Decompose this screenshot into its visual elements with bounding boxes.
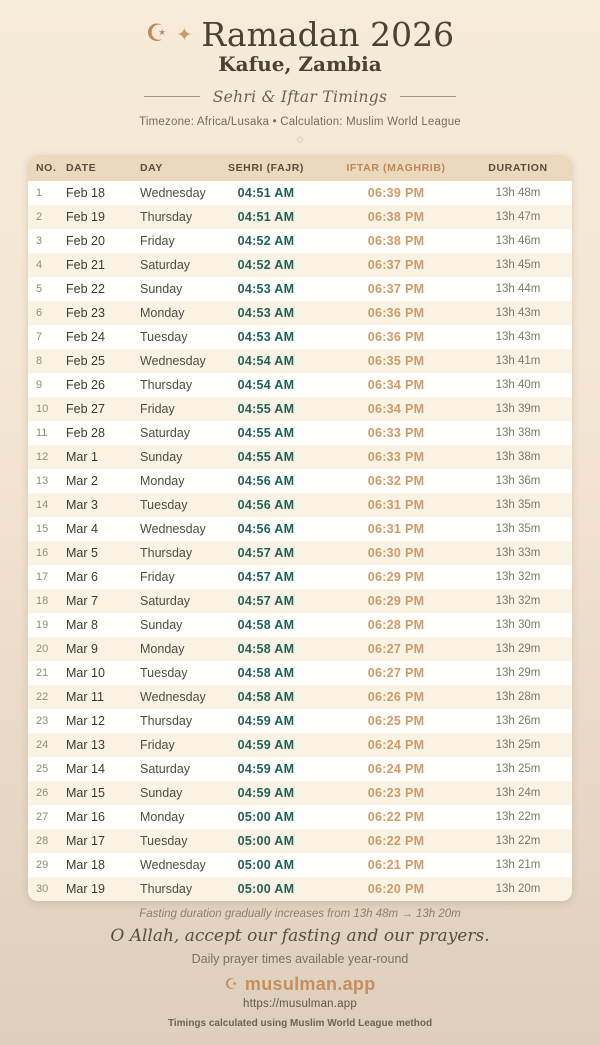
page-footer xyxy=(0,908,600,1029)
row-date: Feb 28 xyxy=(66,425,105,440)
row-number: 14 xyxy=(36,498,49,511)
row-date: Mar 3 xyxy=(66,497,98,512)
row-duration: 13h 25m xyxy=(495,762,541,775)
row-sehri-time: 04:58 AM xyxy=(237,641,295,656)
row-duration: 13h 40m xyxy=(495,378,541,391)
timezone-calculation-meta: Timezone: Africa/Lusaka • Calculation: Muslim World League xyxy=(139,115,461,128)
col-header-date: DATE xyxy=(66,161,97,174)
table-row xyxy=(28,757,572,781)
row-number: 22 xyxy=(36,690,49,703)
row-day: Monday xyxy=(140,473,185,488)
row-duration: 13h 21m xyxy=(495,858,541,871)
row-date: Mar 5 xyxy=(66,545,98,560)
fasting-duration-note: Fasting duration gradually increases from 13h 48m → 13h 20m xyxy=(139,907,461,920)
diamond-ornament-icon: ◇ xyxy=(296,133,304,144)
row-duration: 13h 48m xyxy=(495,186,541,199)
row-duration: 13h 44m xyxy=(495,282,541,295)
table-row xyxy=(28,349,572,373)
row-date: Mar 17 xyxy=(66,833,105,848)
row-duration: 13h 32m xyxy=(495,570,541,583)
table-row xyxy=(28,181,572,205)
daily-availability-note: Daily prayer times available year-round xyxy=(191,951,409,966)
row-day: Thursday xyxy=(140,545,193,560)
row-sehri-time: 04:58 AM xyxy=(237,617,295,632)
row-date: Mar 2 xyxy=(66,473,98,488)
row-day: Saturday xyxy=(140,425,191,440)
row-sehri-time: 04:59 AM xyxy=(237,713,295,728)
row-sehri-time: 04:52 AM xyxy=(237,257,295,272)
table-row xyxy=(28,469,572,493)
row-date: Mar 7 xyxy=(66,593,98,608)
brand-crescent-icon: ☪ xyxy=(224,975,238,993)
row-sehri-time: 04:52 AM xyxy=(237,233,295,248)
table-row xyxy=(28,445,572,469)
subtitle-rule-left xyxy=(144,96,200,97)
row-iftar-time: 06:37 PM xyxy=(367,281,425,296)
row-day: Saturday xyxy=(140,761,191,776)
row-number: 25 xyxy=(36,762,49,775)
row-date: Mar 18 xyxy=(66,857,105,872)
row-number: 2 xyxy=(36,210,43,223)
row-day: Tuesday xyxy=(140,665,188,680)
row-sehri-time: 05:00 AM xyxy=(237,857,295,872)
row-date: Mar 11 xyxy=(66,689,104,704)
row-date: Mar 19 xyxy=(66,881,105,896)
col-header-duration: DURATION xyxy=(488,161,548,174)
table-row xyxy=(28,373,572,397)
row-day: Wednesday xyxy=(140,185,206,200)
timings-table xyxy=(28,155,572,901)
row-sehri-time: 04:57 AM xyxy=(237,593,295,608)
row-iftar-time: 06:35 PM xyxy=(367,353,425,368)
row-duration: 13h 22m xyxy=(495,834,541,847)
row-sehri-time: 04:55 AM xyxy=(237,449,295,464)
row-iftar-time: 06:39 PM xyxy=(367,185,425,200)
row-iftar-time: 06:37 PM xyxy=(367,257,425,272)
row-day: Wednesday xyxy=(140,689,206,704)
row-day: Monday xyxy=(140,305,185,320)
row-duration: 13h 25m xyxy=(495,738,541,751)
row-date: Feb 27 xyxy=(66,401,105,416)
row-iftar-time: 06:34 PM xyxy=(367,377,425,392)
row-duration: 13h 43m xyxy=(495,330,541,343)
row-iftar-time: 06:26 PM xyxy=(367,689,425,704)
table-row xyxy=(28,661,572,685)
row-iftar-time: 06:38 PM xyxy=(367,233,425,248)
row-sehri-time: 04:56 AM xyxy=(237,473,295,488)
row-sehri-time: 04:57 AM xyxy=(237,545,295,560)
row-day: Monday xyxy=(140,641,185,656)
row-duration: 13h 26m xyxy=(495,714,541,727)
subtitle-rule-right xyxy=(400,96,456,97)
row-duration: 13h 47m xyxy=(495,210,541,223)
row-iftar-time: 06:34 PM xyxy=(367,401,425,416)
row-sehri-time: 04:54 AM xyxy=(237,377,295,392)
row-day: Tuesday xyxy=(140,497,188,512)
row-iftar-time: 06:36 PM xyxy=(367,305,425,320)
row-date: Feb 21 xyxy=(66,257,105,272)
row-date: Mar 8 xyxy=(66,617,98,632)
row-number: 10 xyxy=(36,402,49,415)
col-header-no: NO. xyxy=(36,161,57,174)
row-iftar-time: 06:29 PM xyxy=(367,593,425,608)
row-sehri-time: 05:00 AM xyxy=(237,833,295,848)
crescent-moon-icon: ☪ xyxy=(145,20,168,48)
row-iftar-time: 06:20 PM xyxy=(367,881,425,896)
row-sehri-time: 04:59 AM xyxy=(237,785,295,800)
row-date: Mar 12 xyxy=(66,713,105,728)
row-number: 20 xyxy=(36,642,49,655)
row-day: Thursday xyxy=(140,713,193,728)
row-duration: 13h 36m xyxy=(495,474,541,487)
col-header-iftar: IFTAR (MAGHRIB) xyxy=(346,161,446,174)
row-date: Mar 15 xyxy=(66,785,105,800)
table-row xyxy=(28,565,572,589)
row-number: 27 xyxy=(36,810,49,823)
brand-row xyxy=(0,974,600,995)
row-iftar-time: 06:33 PM xyxy=(367,425,425,440)
row-number: 8 xyxy=(36,354,43,367)
calculation-method-note: Timings calculated using Muslim World League method xyxy=(167,1017,433,1029)
subtitle-row xyxy=(0,88,600,106)
row-duration: 13h 29m xyxy=(495,642,541,655)
row-iftar-time: 06:30 PM xyxy=(367,545,425,560)
table-row xyxy=(28,205,572,229)
row-sehri-time: 04:51 AM xyxy=(237,209,295,224)
row-iftar-time: 06:21 PM xyxy=(367,857,425,872)
row-sehri-time: 04:55 AM xyxy=(237,401,295,416)
table-row xyxy=(28,517,572,541)
row-day: Thursday xyxy=(140,377,193,392)
row-number: 17 xyxy=(36,570,49,583)
col-header-sehri: SEHRI (FAJR) xyxy=(227,161,305,174)
table-header-row xyxy=(28,155,572,181)
row-iftar-time: 06:32 PM xyxy=(367,473,425,488)
row-number: 13 xyxy=(36,474,49,487)
row-day: Friday xyxy=(140,569,175,584)
table-row xyxy=(28,277,572,301)
table-row xyxy=(28,397,572,421)
row-number: 11 xyxy=(36,426,48,439)
row-date: Feb 20 xyxy=(66,233,105,248)
row-duration: 13h 38m xyxy=(495,450,541,463)
row-duration: 13h 45m xyxy=(495,258,541,271)
row-iftar-time: 06:31 PM xyxy=(367,497,425,512)
row-day: Wednesday xyxy=(140,353,206,368)
row-iftar-time: 06:24 PM xyxy=(367,761,425,776)
table-row xyxy=(28,541,572,565)
row-day: Wednesday xyxy=(140,521,206,536)
row-date: Mar 1 xyxy=(66,449,98,464)
row-sehri-time: 04:56 AM xyxy=(237,497,295,512)
row-day: Tuesday xyxy=(140,329,188,344)
row-day: Friday xyxy=(140,401,175,416)
title-row xyxy=(0,15,600,54)
row-date: Feb 22 xyxy=(66,281,105,296)
row-sehri-time: 04:54 AM xyxy=(237,353,295,368)
row-sehri-time: 04:58 AM xyxy=(237,689,295,704)
row-duration: 13h 20m xyxy=(495,882,541,895)
row-number: 3 xyxy=(36,234,43,247)
row-number: 24 xyxy=(36,738,49,751)
row-sehri-time: 04:51 AM xyxy=(237,185,295,200)
page-header xyxy=(0,0,600,144)
table-row xyxy=(28,709,572,733)
row-day: Sunday xyxy=(140,785,183,800)
dua-quote: O Allah, accept our fasting and our prayers. xyxy=(110,925,490,946)
row-date: Mar 4 xyxy=(66,521,98,536)
row-duration: 13h 46m xyxy=(495,234,541,247)
row-day: Sunday xyxy=(140,281,183,296)
row-number: 16 xyxy=(36,546,49,559)
row-number: 9 xyxy=(36,378,43,391)
row-iftar-time: 06:31 PM xyxy=(367,521,425,536)
row-number: 21 xyxy=(36,666,49,679)
row-sehri-time: 04:59 AM xyxy=(237,761,295,776)
col-header-day: DAY xyxy=(140,161,164,174)
row-iftar-time: 06:38 PM xyxy=(367,209,425,224)
row-duration: 13h 39m xyxy=(495,402,541,415)
row-date: Mar 13 xyxy=(66,737,105,752)
row-number: 5 xyxy=(36,282,43,295)
row-duration: 13h 33m xyxy=(495,546,541,559)
row-number: 6 xyxy=(36,306,43,319)
row-date: Feb 24 xyxy=(66,329,105,344)
row-day: Friday xyxy=(140,233,175,248)
row-duration: 13h 38m xyxy=(495,426,541,439)
row-duration: 13h 22m xyxy=(495,810,541,823)
row-day: Thursday xyxy=(140,209,193,224)
table-body xyxy=(28,181,572,901)
row-iftar-time: 06:27 PM xyxy=(367,665,425,680)
row-number: 26 xyxy=(36,786,49,799)
row-sehri-time: 04:53 AM xyxy=(237,281,295,296)
table-row xyxy=(28,733,572,757)
row-date: Mar 14 xyxy=(66,761,105,776)
table-row xyxy=(28,805,572,829)
row-sehri-time: 04:56 AM xyxy=(237,521,295,536)
sparkle-star-icon: ✦ xyxy=(176,24,193,46)
row-duration: 13h 41m xyxy=(495,354,541,367)
table-row xyxy=(28,877,572,901)
row-iftar-time: 06:22 PM xyxy=(367,809,425,824)
row-iftar-time: 06:36 PM xyxy=(367,329,425,344)
row-sehri-time: 04:53 AM xyxy=(237,305,295,320)
row-iftar-time: 06:24 PM xyxy=(367,737,425,752)
row-number: 1 xyxy=(36,186,43,199)
row-day: Friday xyxy=(140,737,175,752)
row-number: 28 xyxy=(36,834,49,847)
row-date: Feb 18 xyxy=(66,185,105,200)
row-sehri-time: 04:55 AM xyxy=(237,425,295,440)
table-row xyxy=(28,613,572,637)
row-iftar-time: 06:22 PM xyxy=(367,833,425,848)
location-label: Kafue, Zambia xyxy=(218,51,382,76)
table-row xyxy=(28,589,572,613)
table-row xyxy=(28,301,572,325)
row-duration: 13h 29m xyxy=(495,666,541,679)
row-day: Tuesday xyxy=(140,833,188,848)
row-sehri-time: 04:59 AM xyxy=(237,737,295,752)
row-date: Feb 23 xyxy=(66,305,105,320)
row-day: Sunday xyxy=(140,449,183,464)
row-number: 12 xyxy=(36,450,49,463)
row-number: 19 xyxy=(36,618,49,631)
row-duration: 13h 28m xyxy=(495,690,541,703)
row-date: Feb 19 xyxy=(66,209,105,224)
table-row xyxy=(28,781,572,805)
row-iftar-time: 06:23 PM xyxy=(367,785,425,800)
row-day: Wednesday xyxy=(140,857,206,872)
row-sehri-time: 05:00 AM xyxy=(237,881,295,896)
table-row xyxy=(28,493,572,517)
brand-name: musulman.app xyxy=(244,973,376,994)
row-day: Sunday xyxy=(140,617,183,632)
row-number: 4 xyxy=(36,258,43,271)
row-day: Saturday xyxy=(140,593,191,608)
row-number: 23 xyxy=(36,714,49,727)
subtitle-label: Sehri & Iftar Timings xyxy=(212,87,388,106)
table-row xyxy=(28,829,572,853)
row-day: Monday xyxy=(140,809,185,824)
row-sehri-time: 04:58 AM xyxy=(237,665,295,680)
row-duration: 13h 43m xyxy=(495,306,541,319)
row-date: Feb 25 xyxy=(66,353,105,368)
brand-url-link[interactable]: https://musulman.app xyxy=(243,997,357,1010)
row-number: 30 xyxy=(36,882,49,895)
page-title: Ramadan 2026 xyxy=(201,15,455,54)
row-date: Mar 9 xyxy=(66,641,98,656)
row-iftar-time: 06:27 PM xyxy=(367,641,425,656)
row-number: 15 xyxy=(36,522,49,535)
row-iftar-time: 06:25 PM xyxy=(367,713,425,728)
row-duration: 13h 35m xyxy=(495,522,541,535)
row-iftar-time: 06:28 PM xyxy=(367,617,425,632)
table-row xyxy=(28,685,572,709)
row-number: 7 xyxy=(36,330,43,343)
row-date: Feb 26 xyxy=(66,377,105,392)
row-iftar-time: 06:29 PM xyxy=(367,569,425,584)
row-duration: 13h 30m xyxy=(495,618,541,631)
row-number: 29 xyxy=(36,858,49,871)
row-duration: 13h 32m xyxy=(495,594,541,607)
row-duration: 13h 35m xyxy=(495,498,541,511)
row-day: Saturday xyxy=(140,257,191,272)
table-row xyxy=(28,325,572,349)
table-row xyxy=(28,229,572,253)
row-duration: 13h 24m xyxy=(495,786,541,799)
row-day: Thursday xyxy=(140,881,193,896)
table-row xyxy=(28,253,572,277)
table-row xyxy=(28,853,572,877)
row-iftar-time: 06:33 PM xyxy=(367,449,425,464)
row-sehri-time: 05:00 AM xyxy=(237,809,295,824)
row-date: Mar 10 xyxy=(66,665,105,680)
row-date: Mar 16 xyxy=(66,809,105,824)
row-number: 18 xyxy=(36,594,49,607)
row-sehri-time: 04:53 AM xyxy=(237,329,295,344)
row-sehri-time: 04:57 AM xyxy=(237,569,295,584)
table-row xyxy=(28,421,572,445)
table-row xyxy=(28,637,572,661)
row-date: Mar 6 xyxy=(66,569,98,584)
